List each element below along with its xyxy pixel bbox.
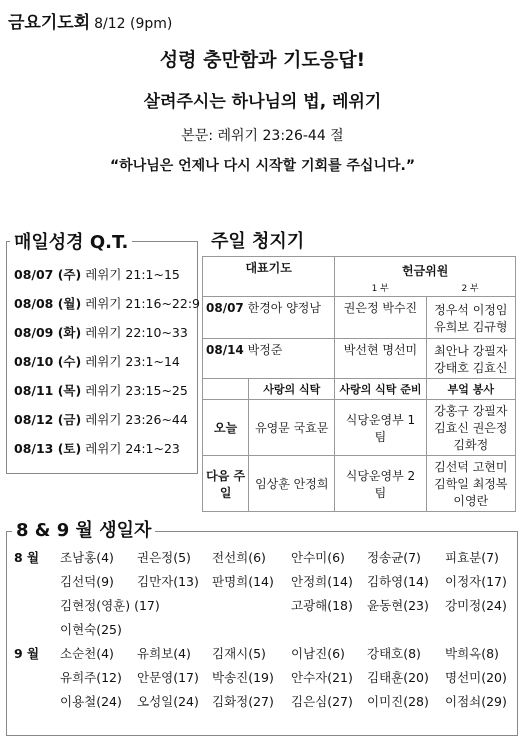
birthday-name: 피효분(7) <box>445 550 499 565</box>
qt-date: 08/13 (토) <box>14 441 82 456</box>
birthday-title: 8 & 9 월 생일자 <box>12 516 155 542</box>
service-header <box>8 8 172 33</box>
first-service-label: 1 부 <box>371 284 389 294</box>
love-table-prep: 식당운영부 2 팀 <box>335 456 426 512</box>
birthday-name: 오성일(24) <box>137 694 199 709</box>
offering-second: 정우석 이정임 유희보 김규형 <box>426 297 515 339</box>
service-title: 금요기도회 <box>8 13 91 33</box>
september-label: 9 월 <box>14 646 40 661</box>
birthday-name: 안문영(17) <box>137 670 199 685</box>
qt-date: 08/11 (목) <box>14 383 82 398</box>
birthday-name: 박송진(19) <box>212 670 274 685</box>
birthday-name: 정송균(7) <box>367 550 421 565</box>
birthday-name: 김재시(5) <box>212 646 266 661</box>
table-row <box>203 400 516 456</box>
birthday-name: 김은심(27) <box>291 694 353 709</box>
love-table-names: 유영문 국효문 <box>249 400 335 456</box>
birthday-name: 이점쇠(29) <box>445 694 507 709</box>
birthday-name: 안정희(14) <box>291 574 353 589</box>
qt-item <box>14 439 180 457</box>
row-label: 다음 주일 <box>203 456 249 512</box>
qt-date: 08/07 (주) <box>14 267 82 282</box>
birthday-name: 소순천(4) <box>60 646 114 661</box>
qt-reference: 레위기 23:26~44 <box>85 412 188 427</box>
qt-item <box>14 352 180 370</box>
birthday-name: 윤동현(23) <box>367 598 429 613</box>
birthday-name: 김태훈(20) <box>367 670 429 685</box>
sermon-scripture: 본문: 레위기 23:26-44 절 <box>181 128 344 144</box>
prayer-names: 한경아 양정남 <box>247 301 321 315</box>
qt-reference: 레위기 21:1~15 <box>85 267 180 282</box>
qt-date: 08/09 (화) <box>14 325 82 340</box>
qt-reference: 레위기 21:16~22:9 <box>85 296 200 311</box>
birthday-name: 권은정(5) <box>137 550 191 565</box>
kitchen-service-header: 부엌 봉사 <box>426 379 515 400</box>
kitchen-service-names: 김선덕 고현미 김학일 최정복 이영란 <box>426 456 515 512</box>
love-table-names: 임상훈 안정희 <box>249 456 335 512</box>
prayer-names: 박정준 <box>247 343 283 357</box>
offering-first: 박선현 명선미 <box>335 339 426 379</box>
sunday-table <box>202 256 516 512</box>
birthday-name: 이용철(24) <box>60 694 122 709</box>
qt-date: 08/12 (금) <box>14 412 82 427</box>
sunday-title: 주일 청지기 <box>207 227 308 253</box>
love-table-prep-header: 사랑의 식탁 준비 <box>335 379 426 400</box>
birthday-name: 이정자(17) <box>445 574 507 589</box>
service-date: 8/12 (9pm) <box>94 16 173 32</box>
duty-date: 08/14 <box>206 343 244 357</box>
second-service-label: 2 부 <box>461 284 479 294</box>
kitchen-service-names: 강홍구 강필자 김효신 권은정 김화정 <box>426 400 515 456</box>
august-label: 8 월 <box>14 550 40 565</box>
offering-header: 헌금위원 1 부 2 부 <box>335 257 516 297</box>
love-table-header: 사랑의 식탁 <box>249 379 335 400</box>
birthday-name: 이현숙(25) <box>60 622 122 637</box>
qt-item <box>14 294 200 312</box>
qt-title: 매일성경 Q.T. <box>10 228 132 254</box>
qt-reference: 레위기 22:10~33 <box>85 325 188 340</box>
table-row <box>203 339 516 379</box>
birthday-name: 김현정(영훈) (17) <box>60 598 160 613</box>
qt-reference: 레위기 23:15~25 <box>85 383 188 398</box>
qt-item <box>14 381 188 399</box>
birthday-name: 강미정(24) <box>445 598 507 613</box>
row-label: 오늘 <box>203 400 249 456</box>
birthday-name: 김하영(14) <box>367 574 429 589</box>
qt-reference: 레위기 23:1~14 <box>85 354 180 369</box>
qt-date: 08/10 (수) <box>14 354 82 369</box>
prayer-header: 대표기도 <box>203 257 335 297</box>
offering-first: 권은정 박수진 <box>335 297 426 339</box>
qt-reference: 레위기 24:1~23 <box>85 441 180 456</box>
qt-item <box>14 410 188 428</box>
birthday-name: 안수자(21) <box>291 670 353 685</box>
birthday-name: 유희주(12) <box>60 670 122 685</box>
birthday-name: 조남홍(4) <box>60 550 114 565</box>
table-row <box>203 297 516 339</box>
birthday-name: 이미진(28) <box>367 694 429 709</box>
birthday-name: 박희옥(8) <box>445 646 499 661</box>
birthday-name: 김화정(27) <box>212 694 274 709</box>
birthday-name: 안수미(6) <box>291 550 345 565</box>
offering-second: 최안나 강필자 강태호 김효신 <box>426 339 515 379</box>
sermon-subtitle: 살려주시는 하나님의 법, 레위기 <box>143 92 382 112</box>
duty-date: 08/07 <box>206 301 244 315</box>
birthday-name: 김선덕(9) <box>60 574 114 589</box>
qt-item <box>14 323 188 341</box>
birthday-name: 고광해(18) <box>291 598 353 613</box>
qt-date: 08/08 (월) <box>14 296 82 311</box>
table-row <box>203 456 516 512</box>
birthday-name: 전선희(6) <box>212 550 266 565</box>
birthday-name: 판명희(14) <box>212 574 274 589</box>
birthday-name: 강태호(8) <box>367 646 421 661</box>
birthday-name: 김만자(13) <box>137 574 199 589</box>
love-table-prep: 식당운영부 1 팀 <box>335 400 426 456</box>
sermon-quote: “하나님은 언제나 다시 시작할 기회를 주십니다.” <box>109 158 416 174</box>
sermon-title: 성령 충만함과 기도응답! <box>159 49 366 71</box>
birthday-name: 유희보(4) <box>137 646 191 661</box>
qt-item <box>14 265 180 283</box>
birthday-name: 이남진(6) <box>291 646 345 661</box>
birthday-name: 명선미(20) <box>445 670 507 685</box>
